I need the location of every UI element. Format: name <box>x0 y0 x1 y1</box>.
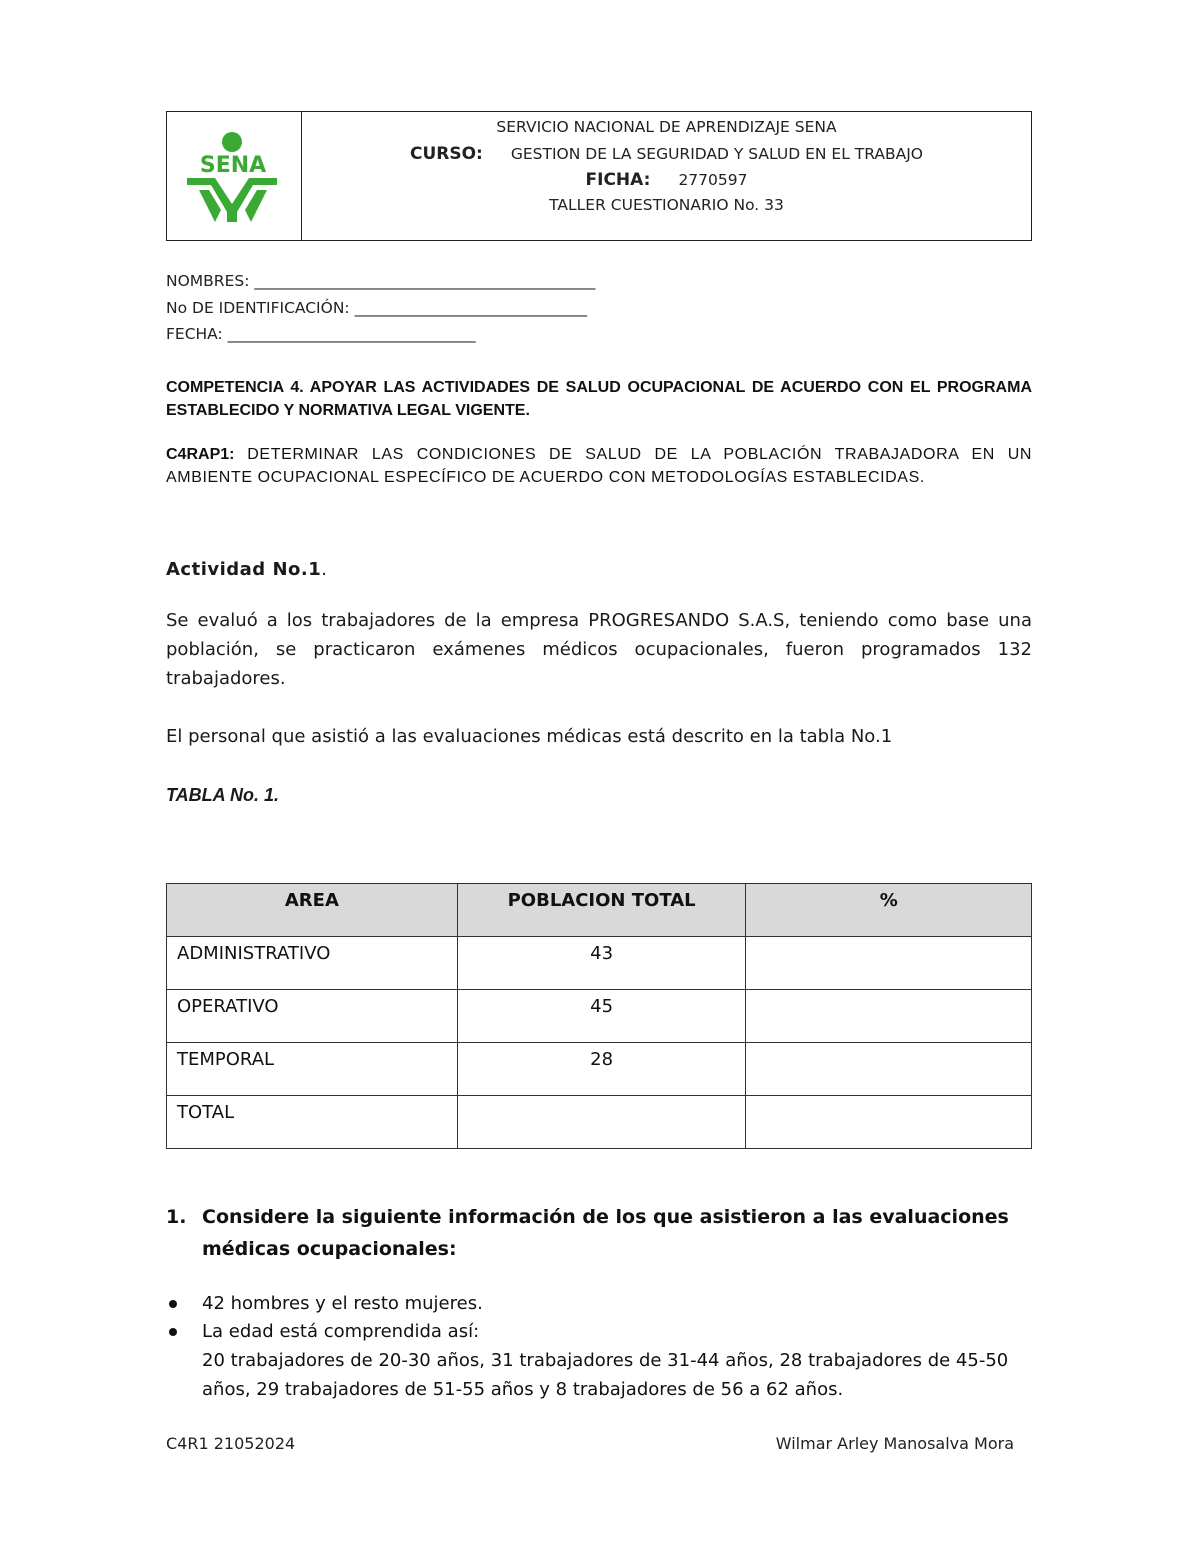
poblacion-cell: 43 <box>457 937 746 990</box>
curso-label: CURSO: <box>409 144 483 164</box>
curso-line <box>302 144 1031 164</box>
header-poblacion: POBLACION TOTAL <box>457 884 746 937</box>
area-cell: OPERATIVO <box>167 990 458 1043</box>
percent-cell[interactable] <box>746 990 1032 1043</box>
table-row <box>167 990 1032 1043</box>
bullet-text: 42 hombres y el resto mujeres. <box>202 1293 483 1314</box>
table-row <box>167 1043 1032 1096</box>
footer-left: C4R1 21052024 <box>166 1434 296 1453</box>
taller-title: TALLER CUESTIONARIO No. 33 <box>549 196 784 214</box>
table-row <box>167 1096 1032 1149</box>
rap-paragraph <box>166 443 1032 489</box>
document-header <box>166 111 1032 241</box>
actividad-title <box>166 555 1032 584</box>
fecha-field[interactable]: FECHA: ________________________________ <box>166 325 476 343</box>
actividad-title-text: Actividad No.1 <box>166 559 322 580</box>
actividad-paragraph-1: Se evaluó a los trabajadores de la empresa PROGRESANDO S.A.S, teniendo como base una población, se practicaron exámenes médicos ocupacionales, fueron programados 132 trabajadores. <box>166 610 1032 689</box>
actividad-title-suffix: . <box>321 559 328 580</box>
question-number: 1. <box>166 1206 187 1228</box>
header-percent: % <box>746 884 1032 937</box>
poblacion-cell: 28 <box>457 1043 746 1096</box>
bullet-item-1 <box>166 1289 1032 1318</box>
bullet-detail: 20 trabajadores de 20-30 años, 31 trabajadores de 31-44 años, 28 trabajadores de 45-50 años, 29 trabajadores de 51-55 años y 8 trabajadores de 56 a 62 años. <box>202 1350 1009 1400</box>
percent-cell[interactable] <box>746 937 1032 990</box>
area-cell: ADMINISTRATIVO <box>167 937 458 990</box>
question-text: Considere la siguiente información de los que asistieron a las evaluaciones médicas ocupacionales: <box>202 1206 1009 1260</box>
sena-logo <box>185 130 281 224</box>
percent-cell[interactable] <box>746 1096 1032 1149</box>
institution-name: SERVICIO NACIONAL DE APRENDIZAJE SENA <box>496 118 837 136</box>
bullet-item-2 <box>166 1317 1032 1407</box>
ficha-value: 2770597 <box>678 171 748 189</box>
question-1 <box>166 1201 1032 1267</box>
ficha-label: FICHA: <box>585 170 651 190</box>
area-cell: TEMPORAL <box>167 1043 458 1096</box>
curso-value: GESTION DE LA SEGURIDAD Y SALUD EN EL TRABAJO <box>510 145 923 163</box>
rap-code: C4RAP1: <box>166 446 235 463</box>
bullet-text: La edad está comprendida así: <box>202 1321 480 1342</box>
bullet-icon <box>169 1328 177 1336</box>
rap-text: DETERMINAR LAS CONDICIONES DE SALUD DE LA POBLACIÓN TRABAJADORA EN UN AMBIENTE OCUPACIONAL ESPECÍFICO DE ACUERDO CON METODOLOGÍAS ESTABLECIDAS. <box>166 446 1032 486</box>
area-cell: TOTAL <box>167 1096 458 1149</box>
nombres-field[interactable]: NOMBRES: ____________________________________________ <box>166 272 596 290</box>
table-header-row <box>167 884 1032 937</box>
table-row <box>167 937 1032 990</box>
percent-cell[interactable] <box>746 1043 1032 1096</box>
poblacion-cell[interactable] <box>457 1096 746 1149</box>
competencia-heading: COMPETENCIA 4. APOYAR LAS ACTIVIDADES DE SALUD OCUPACIONAL DE ACUERDO CON EL PROGRAMA ESTABLECIDO Y NORMATIVA LEGAL VIGENTE. <box>166 379 1032 419</box>
poblacion-cell: 45 <box>457 990 746 1043</box>
ficha-line <box>302 170 1031 190</box>
svg-text:SENA: SENA <box>199 153 267 178</box>
identificacion-field[interactable]: No DE IDENTIFICACIÓN: ______________________________ <box>166 299 588 317</box>
header-area: AREA <box>167 884 458 937</box>
actividad-paragraph-2: El personal que asistió a las evaluaciones médicas está descrito en la tabla No.1 <box>166 726 893 747</box>
footer-right: Wilmar Arley Manosalva Mora <box>775 1434 1014 1453</box>
bullet-icon <box>169 1300 177 1308</box>
table-caption: TABLA No. 1. <box>166 785 279 805</box>
population-table <box>166 883 1032 1149</box>
